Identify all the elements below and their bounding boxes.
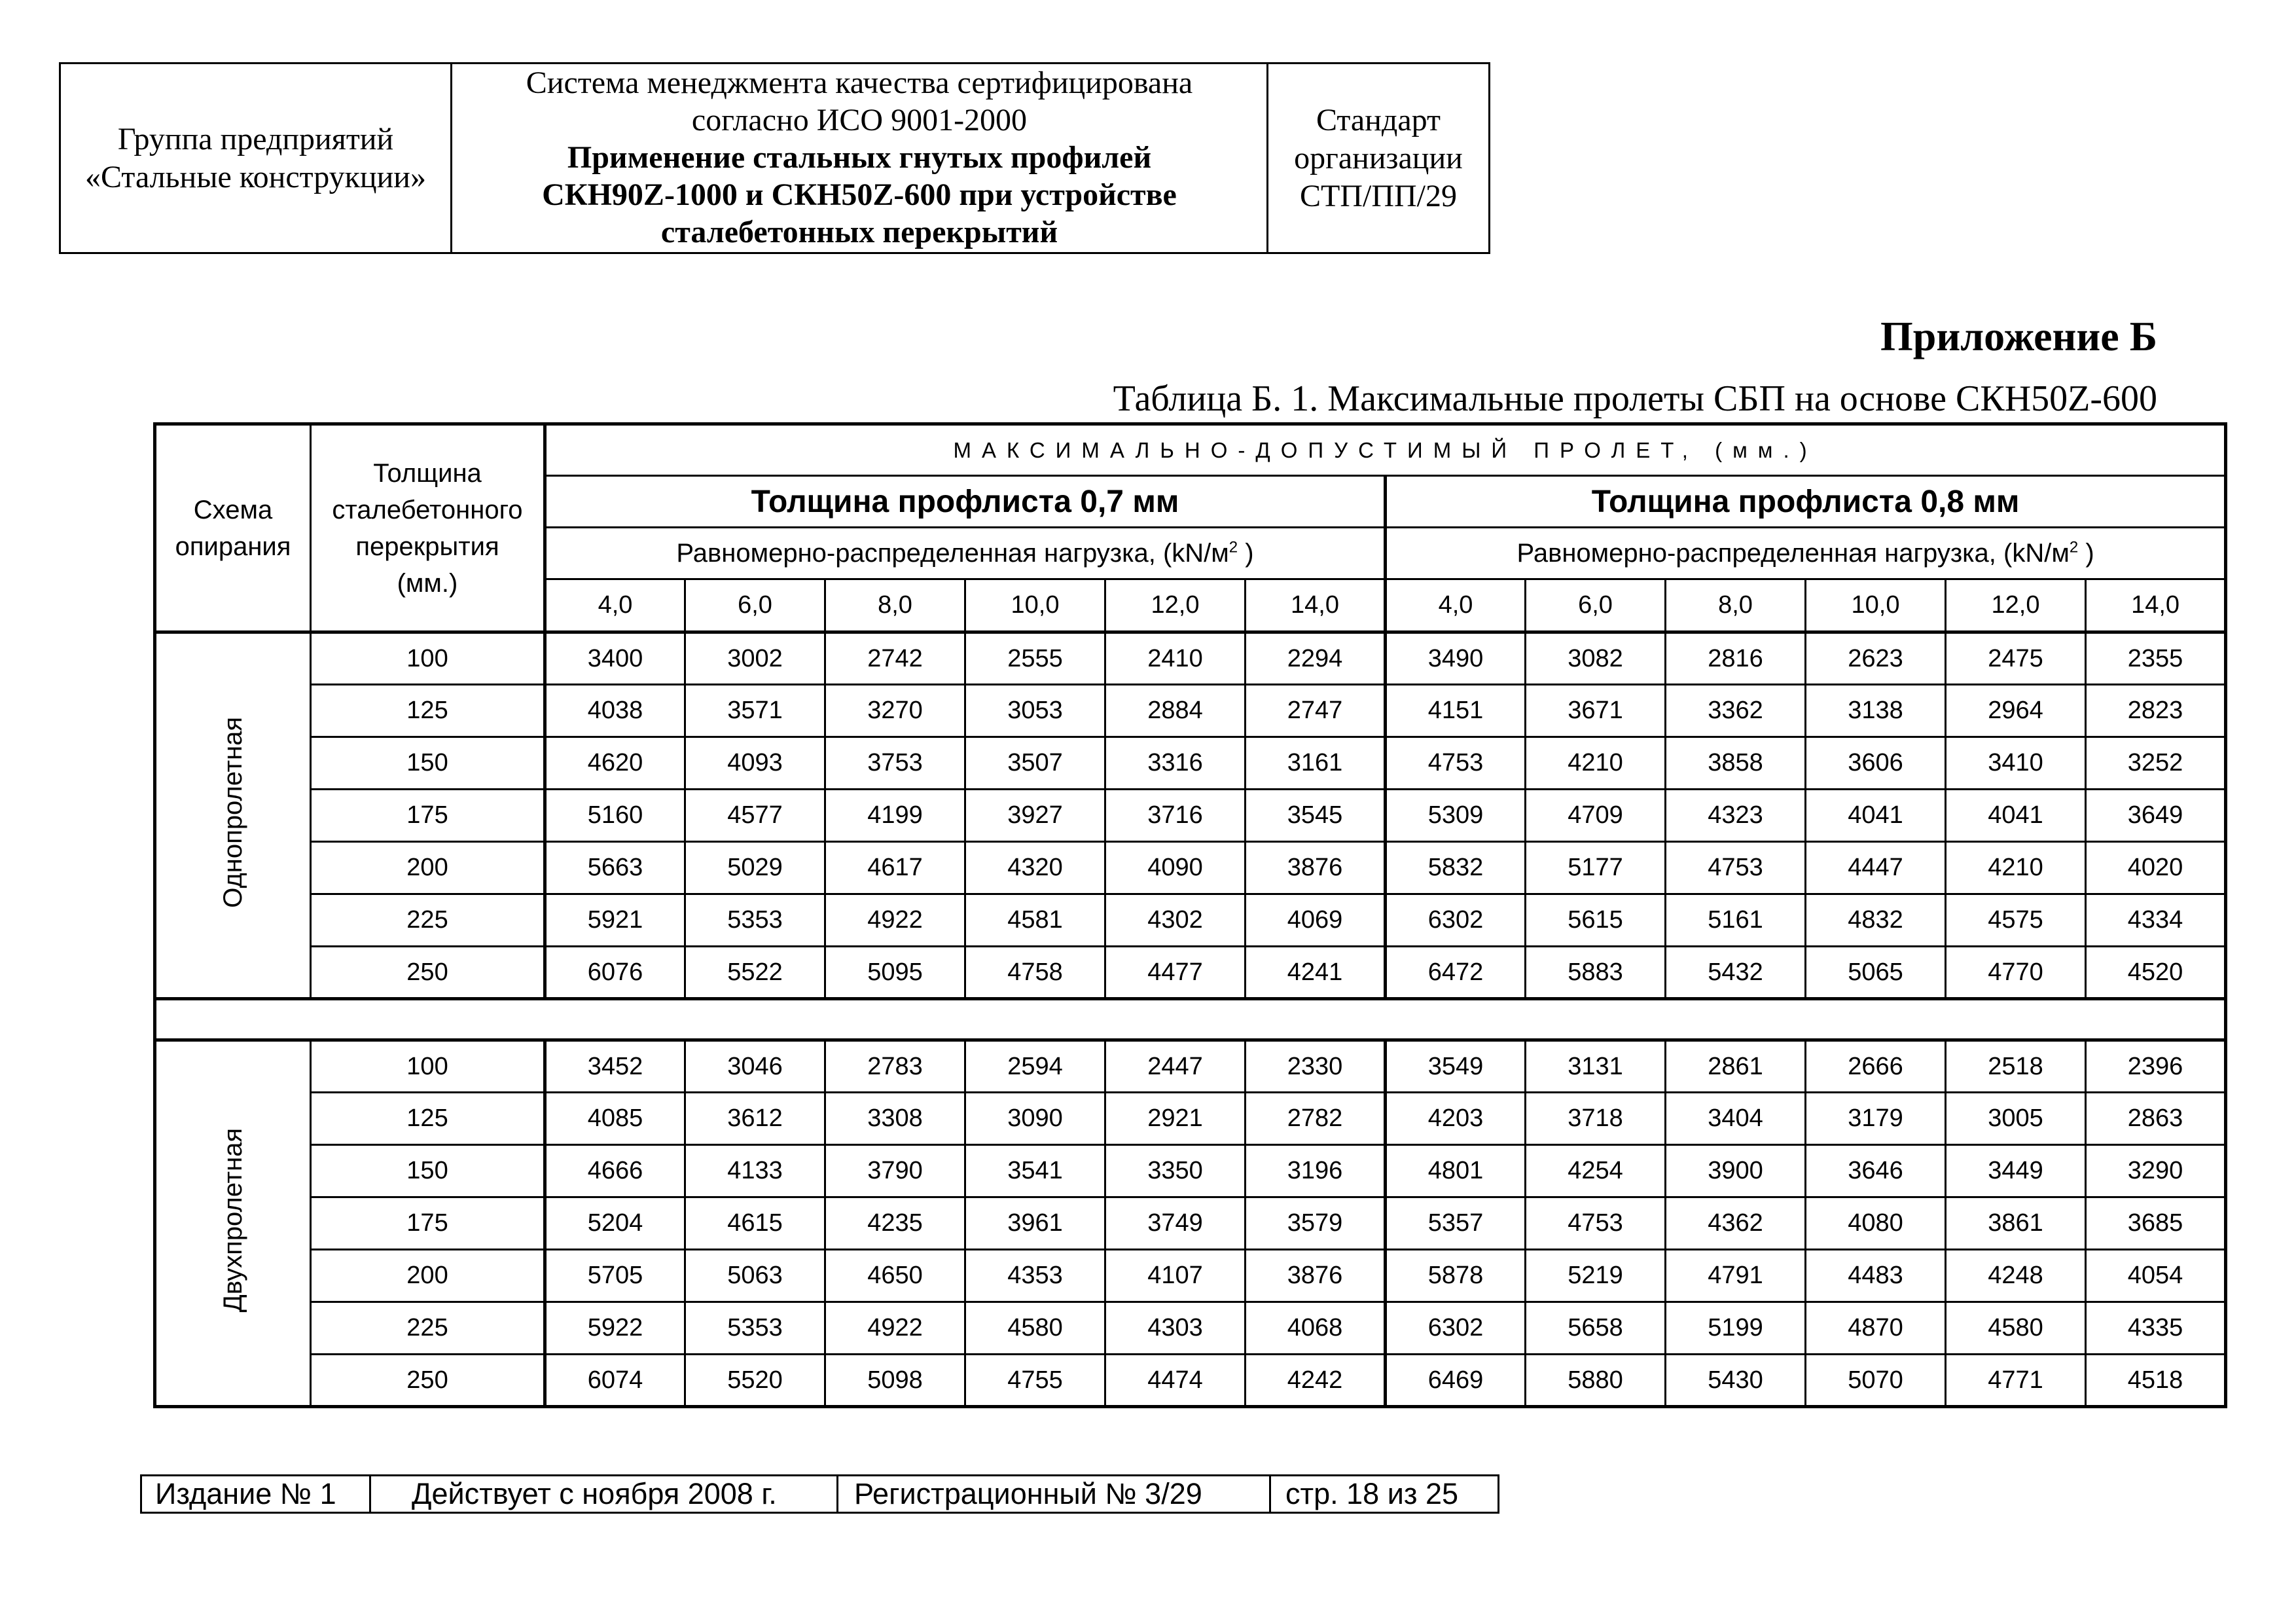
max-span-value: 2884 bbox=[1105, 685, 1246, 737]
max-span-value: 3138 bbox=[1806, 685, 1946, 737]
group-separator-cell bbox=[155, 999, 2226, 1040]
table-header-row bbox=[155, 424, 2226, 476]
slab-thickness-cell: 250 bbox=[311, 1355, 545, 1407]
column-header-line: перекрытия bbox=[355, 532, 499, 561]
max-span-value: 2782 bbox=[1246, 1093, 1386, 1145]
load-value-header: 8,0 bbox=[1666, 579, 1806, 632]
max-span-value: 2666 bbox=[1806, 1040, 1946, 1093]
max-span-value: 5705 bbox=[545, 1250, 685, 1302]
max-span-value: 3545 bbox=[1246, 790, 1386, 842]
max-span-value: 3362 bbox=[1666, 685, 1806, 737]
max-span-value: 4620 bbox=[545, 737, 685, 790]
max-span-header: МАКСИМАЛЬНО-ДОПУСТИМЫЙ ПРОЛЕТ, (мм.) bbox=[545, 424, 2226, 476]
max-span-value: 3876 bbox=[1246, 1250, 1386, 1302]
max-span-value: 5070 bbox=[1806, 1355, 1946, 1407]
max-span-value: 3646 bbox=[1806, 1145, 1946, 1197]
max-span-value: 5432 bbox=[1666, 947, 1806, 999]
document-title-line: СКН90Z-1000 и СКН50Z-600 при устройстве bbox=[542, 177, 1177, 212]
header-title-cell bbox=[452, 64, 1268, 252]
slab-thickness-cell: 200 bbox=[311, 842, 545, 894]
load-value-header: 6,0 bbox=[1526, 579, 1666, 632]
max-span-value: 5063 bbox=[685, 1250, 825, 1302]
max-span-value: 2355 bbox=[2086, 632, 2226, 685]
table-row bbox=[155, 1145, 2226, 1197]
slab-thickness-cell: 100 bbox=[311, 1040, 545, 1093]
max-span-value: 4362 bbox=[1666, 1197, 1806, 1250]
organization-line: Группа предприятий bbox=[117, 121, 394, 156]
table-row bbox=[155, 790, 2226, 842]
max-span-value: 3790 bbox=[825, 1145, 965, 1197]
max-span-value: 2518 bbox=[1946, 1040, 2086, 1093]
slab-thickness-cell: 125 bbox=[311, 685, 545, 737]
max-span-value: 5098 bbox=[825, 1355, 965, 1407]
table-row bbox=[155, 1302, 2226, 1355]
max-span-value: 3579 bbox=[1246, 1197, 1386, 1250]
max-span-value: 3876 bbox=[1246, 842, 1386, 894]
max-span-value: 4303 bbox=[1105, 1302, 1246, 1355]
max-span-value: 6469 bbox=[1386, 1355, 1526, 1407]
column-header-line: опирания bbox=[175, 532, 291, 561]
max-span-value: 5095 bbox=[825, 947, 965, 999]
load-value-header: 10,0 bbox=[965, 579, 1105, 632]
standard-line: СТП/ПП/29 bbox=[1300, 178, 1457, 213]
certification-line: Система менеджмента качества сертифицирована bbox=[526, 65, 1193, 100]
max-span-value: 4210 bbox=[1526, 737, 1666, 790]
max-span-value: 5663 bbox=[545, 842, 685, 894]
max-span-value: 4235 bbox=[825, 1197, 965, 1250]
table-caption: Таблица Б. 1. Максимальные пролеты СБП на основе СКН50Z-600 bbox=[1113, 378, 2157, 419]
max-span-value: 2816 bbox=[1666, 632, 1806, 685]
edition-cell: Издание № 1 bbox=[142, 1476, 371, 1512]
max-span-value: 4474 bbox=[1105, 1355, 1246, 1407]
max-span-value: 5357 bbox=[1386, 1197, 1526, 1250]
max-span-value: 3716 bbox=[1105, 790, 1246, 842]
max-span-value: 6076 bbox=[545, 947, 685, 999]
max-span-value: 4650 bbox=[825, 1250, 965, 1302]
max-span-value: 4090 bbox=[1105, 842, 1246, 894]
table-row bbox=[155, 1040, 2226, 1093]
column-header-support-scheme bbox=[155, 424, 311, 632]
max-span-value: 4615 bbox=[685, 1197, 825, 1250]
max-span-value: 4518 bbox=[2086, 1355, 2226, 1407]
max-span-value: 3541 bbox=[965, 1145, 1105, 1197]
group-separator-row bbox=[155, 999, 2226, 1040]
load-value-header: 10,0 bbox=[1806, 579, 1946, 632]
max-span-value: 3612 bbox=[685, 1093, 825, 1145]
max-span-value: 4801 bbox=[1386, 1145, 1526, 1197]
max-span-value: 4133 bbox=[685, 1145, 825, 1197]
max-span-value: 4203 bbox=[1386, 1093, 1526, 1145]
header-standard-cell bbox=[1268, 64, 1488, 252]
max-span-value: 2294 bbox=[1246, 632, 1386, 685]
max-span-value: 2330 bbox=[1246, 1040, 1386, 1093]
table-body bbox=[155, 632, 2226, 1407]
max-span-value: 5219 bbox=[1526, 1250, 1666, 1302]
load-unit-power: 2 bbox=[2069, 538, 2079, 556]
max-span-value: 4753 bbox=[1666, 842, 1806, 894]
standard-line: Стандарт bbox=[1316, 102, 1441, 137]
max-span-value: 2447 bbox=[1105, 1040, 1246, 1093]
max-span-value: 3350 bbox=[1105, 1145, 1246, 1197]
max-span-value: 3400 bbox=[545, 632, 685, 685]
slab-thickness-cell: 175 bbox=[311, 790, 545, 842]
table-row bbox=[155, 737, 2226, 790]
column-header-line: (мм.) bbox=[397, 568, 458, 598]
max-span-value: 4302 bbox=[1105, 894, 1246, 947]
load-value-header: 12,0 bbox=[1946, 579, 2086, 632]
table-row bbox=[155, 632, 2226, 685]
column-header-slab-thickness bbox=[311, 424, 545, 632]
document-footer bbox=[140, 1474, 1499, 1514]
max-span-value: 3090 bbox=[965, 1093, 1105, 1145]
max-span-value: 5029 bbox=[685, 842, 825, 894]
max-span-value: 4477 bbox=[1105, 947, 1246, 999]
max-span-value: 2555 bbox=[965, 632, 1105, 685]
support-scheme-label: Двухпролетная bbox=[219, 1127, 247, 1313]
max-span-value: 4054 bbox=[2086, 1250, 2226, 1302]
slab-thickness-cell: 150 bbox=[311, 1145, 545, 1197]
max-span-value: 3449 bbox=[1946, 1145, 2086, 1197]
support-scheme-label: Однопролетная bbox=[219, 716, 247, 908]
max-span-value: 3927 bbox=[965, 790, 1105, 842]
max-span-value: 4107 bbox=[1105, 1250, 1246, 1302]
table-row bbox=[155, 1197, 2226, 1250]
max-span-value: 4068 bbox=[1246, 1302, 1386, 1355]
max-span-value: 4771 bbox=[1946, 1355, 2086, 1407]
max-span-value: 3316 bbox=[1105, 737, 1246, 790]
max-span-value: 4791 bbox=[1666, 1250, 1806, 1302]
document-header-box bbox=[59, 62, 1490, 254]
max-span-value: 4334 bbox=[2086, 894, 2226, 947]
column-header-line: Схема bbox=[193, 495, 273, 524]
max-span-value: 3131 bbox=[1526, 1040, 1666, 1093]
max-span-value: 5309 bbox=[1386, 790, 1526, 842]
load-value-header: 14,0 bbox=[1246, 579, 1386, 632]
max-span-value: 3490 bbox=[1386, 632, 1526, 685]
max-span-value: 2863 bbox=[2086, 1093, 2226, 1145]
column-header-line: сталебетонного bbox=[332, 495, 523, 524]
max-span-value: 3649 bbox=[2086, 790, 2226, 842]
max-span-table bbox=[153, 422, 2227, 1408]
max-span-value: 4617 bbox=[825, 842, 965, 894]
load-value-header: 6,0 bbox=[685, 579, 825, 632]
max-span-value: 4020 bbox=[2086, 842, 2226, 894]
max-span-value: 4922 bbox=[825, 894, 965, 947]
max-span-value: 4709 bbox=[1526, 790, 1666, 842]
max-span-value: 2396 bbox=[2086, 1040, 2226, 1093]
max-span-value: 6074 bbox=[545, 1355, 685, 1407]
max-span-value: 4085 bbox=[545, 1093, 685, 1145]
max-span-value: 4199 bbox=[825, 790, 965, 842]
slab-thickness-cell: 225 bbox=[311, 894, 545, 947]
max-span-value: 4580 bbox=[1946, 1302, 2086, 1355]
max-span-value: 5832 bbox=[1386, 842, 1526, 894]
max-span-value: 3671 bbox=[1526, 685, 1666, 737]
support-scheme-cell bbox=[155, 632, 311, 999]
max-span-value: 5883 bbox=[1526, 947, 1666, 999]
max-span-value: 5921 bbox=[545, 894, 685, 947]
table-row bbox=[155, 947, 2226, 999]
max-span-value: 3046 bbox=[685, 1040, 825, 1093]
table-row bbox=[155, 894, 2226, 947]
max-span-value: 3270 bbox=[825, 685, 965, 737]
max-span-value: 3308 bbox=[825, 1093, 965, 1145]
max-span-value: 3290 bbox=[2086, 1145, 2226, 1197]
page-number-cell: стр. 18 из 25 bbox=[1285, 1477, 1459, 1510]
slab-thickness-cell: 100 bbox=[311, 632, 545, 685]
organization-line: «Стальные конструкции» bbox=[85, 159, 426, 194]
slab-thickness-cell: 150 bbox=[311, 737, 545, 790]
document-title-line: сталебетонных перекрытий bbox=[660, 215, 1058, 249]
max-span-value: 2742 bbox=[825, 632, 965, 685]
load-unit-power: 2 bbox=[1229, 538, 1238, 556]
load-label-end: ) bbox=[1238, 538, 1254, 568]
max-span-value: 4151 bbox=[1386, 685, 1526, 737]
max-span-value: 4323 bbox=[1666, 790, 1806, 842]
max-span-value: 4575 bbox=[1946, 894, 2086, 947]
max-span-value: 5177 bbox=[1526, 842, 1666, 894]
max-span-value: 5160 bbox=[545, 790, 685, 842]
max-span-value: 6472 bbox=[1386, 947, 1526, 999]
max-span-value: 3549 bbox=[1386, 1040, 1526, 1093]
max-span-value: 3685 bbox=[2086, 1197, 2226, 1250]
max-span-value: 4335 bbox=[2086, 1302, 2226, 1355]
max-span-value: 4483 bbox=[1806, 1250, 1946, 1302]
max-span-value: 5199 bbox=[1666, 1302, 1806, 1355]
load-value-header: 14,0 bbox=[2086, 579, 2226, 632]
column-header-line: Толщина bbox=[373, 458, 482, 488]
max-span-value: 6302 bbox=[1386, 1302, 1526, 1355]
max-span-value: 4041 bbox=[1806, 790, 1946, 842]
max-span-value: 4755 bbox=[965, 1355, 1105, 1407]
header-organization-cell bbox=[61, 64, 452, 252]
max-span-value: 5430 bbox=[1666, 1355, 1806, 1407]
max-span-value: 3718 bbox=[1526, 1093, 1666, 1145]
effective-date-cell: Действует с ноября 2008 г. bbox=[371, 1476, 838, 1512]
table-row bbox=[155, 685, 2226, 737]
table-row bbox=[155, 842, 2226, 894]
max-span-value: 3753 bbox=[825, 737, 965, 790]
slab-thickness-cell: 250 bbox=[311, 947, 545, 999]
max-span-value: 4832 bbox=[1806, 894, 1946, 947]
max-span-value: 2410 bbox=[1105, 632, 1246, 685]
max-span-value: 5161 bbox=[1666, 894, 1806, 947]
max-span-value: 3900 bbox=[1666, 1145, 1806, 1197]
slab-thickness-cell: 225 bbox=[311, 1302, 545, 1355]
load-header-0-8 bbox=[1386, 528, 2226, 579]
max-span-value: 2861 bbox=[1666, 1040, 1806, 1093]
max-span-value: 4581 bbox=[965, 894, 1105, 947]
max-span-value: 2747 bbox=[1246, 685, 1386, 737]
load-value-header: 8,0 bbox=[825, 579, 965, 632]
max-span-value: 4870 bbox=[1806, 1302, 1946, 1355]
max-span-value: 4753 bbox=[1386, 737, 1526, 790]
max-span-value: 3196 bbox=[1246, 1145, 1386, 1197]
appendix-title: Приложение Б bbox=[1880, 313, 2157, 359]
table-row bbox=[155, 1093, 2226, 1145]
load-value-header: 4,0 bbox=[545, 579, 685, 632]
load-label: Равномерно-распределенная нагрузка, (kN/м bbox=[676, 538, 1229, 568]
load-value-header: 12,0 bbox=[1105, 579, 1246, 632]
max-span-value: 4770 bbox=[1946, 947, 2086, 999]
certification-line: согласно ИСО 9001-2000 bbox=[691, 103, 1028, 137]
max-span-value: 5615 bbox=[1526, 894, 1666, 947]
max-span-value: 5522 bbox=[685, 947, 825, 999]
max-span-value: 5065 bbox=[1806, 947, 1946, 999]
table-header bbox=[155, 424, 2226, 632]
max-span-value: 4666 bbox=[545, 1145, 685, 1197]
max-span-value: 4447 bbox=[1806, 842, 1946, 894]
max-span-value: 4242 bbox=[1246, 1355, 1386, 1407]
max-span-value: 6302 bbox=[1386, 894, 1526, 947]
support-scheme-cell bbox=[155, 1040, 311, 1407]
max-span-value: 5353 bbox=[685, 1302, 825, 1355]
max-span-value: 4241 bbox=[1246, 947, 1386, 999]
load-label-end: ) bbox=[2078, 538, 2094, 568]
max-span-value: 5658 bbox=[1526, 1302, 1666, 1355]
max-span-value: 2783 bbox=[825, 1040, 965, 1093]
max-span-value: 5353 bbox=[685, 894, 825, 947]
load-value-header: 4,0 bbox=[1386, 579, 1526, 632]
max-span-value: 4069 bbox=[1246, 894, 1386, 947]
max-span-value: 3404 bbox=[1666, 1093, 1806, 1145]
max-span-value: 3161 bbox=[1246, 737, 1386, 790]
max-span-value: 4320 bbox=[965, 842, 1105, 894]
standard-line: организации bbox=[1294, 140, 1463, 175]
max-span-value: 4758 bbox=[965, 947, 1105, 999]
document-title-line: Применение стальных гнутых профилей bbox=[567, 140, 1152, 175]
max-span-value: 5880 bbox=[1526, 1355, 1666, 1407]
profile-thickness-header-0-8: Толщина профлиста 0,8 мм bbox=[1386, 476, 2226, 528]
max-span-value: 5922 bbox=[545, 1302, 685, 1355]
load-header-0-7 bbox=[545, 528, 1386, 579]
max-span-value: 2475 bbox=[1946, 632, 2086, 685]
max-span-value: 3606 bbox=[1806, 737, 1946, 790]
max-span-value: 4922 bbox=[825, 1302, 965, 1355]
max-span-value: 3082 bbox=[1526, 632, 1666, 685]
max-span-value: 4254 bbox=[1526, 1145, 1666, 1197]
load-label: Равномерно-распределенная нагрузка, (kN/м bbox=[1516, 538, 2070, 568]
max-span-value: 4580 bbox=[965, 1302, 1105, 1355]
max-span-value: 5204 bbox=[545, 1197, 685, 1250]
table-row bbox=[155, 1355, 2226, 1407]
max-span-value: 3507 bbox=[965, 737, 1105, 790]
max-span-value: 3961 bbox=[965, 1197, 1105, 1250]
profile-thickness-header-0-7: Толщина профлиста 0,7 мм bbox=[545, 476, 1386, 528]
max-span-value: 2823 bbox=[2086, 685, 2226, 737]
max-span-value: 4520 bbox=[2086, 947, 2226, 999]
max-span-value: 3571 bbox=[685, 685, 825, 737]
max-span-value: 4038 bbox=[545, 685, 685, 737]
max-span-value: 3410 bbox=[1946, 737, 2086, 790]
max-span-value: 2623 bbox=[1806, 632, 1946, 685]
max-span-value: 2594 bbox=[965, 1040, 1105, 1093]
max-span-value: 3002 bbox=[685, 632, 825, 685]
max-span-value: 3179 bbox=[1806, 1093, 1946, 1145]
max-span-value: 4041 bbox=[1946, 790, 2086, 842]
max-span-value: 3858 bbox=[1666, 737, 1806, 790]
max-span-value: 5520 bbox=[685, 1355, 825, 1407]
max-span-value: 3005 bbox=[1946, 1093, 2086, 1145]
registration-cell: Регистрационный № 3/29 bbox=[838, 1476, 1271, 1512]
max-span-value: 5878 bbox=[1386, 1250, 1526, 1302]
max-span-value: 4210 bbox=[1946, 842, 2086, 894]
max-span-value: 4080 bbox=[1806, 1197, 1946, 1250]
max-span-value: 3452 bbox=[545, 1040, 685, 1093]
max-span-value: 4753 bbox=[1526, 1197, 1666, 1250]
slab-thickness-cell: 175 bbox=[311, 1197, 545, 1250]
max-span-value: 4577 bbox=[685, 790, 825, 842]
max-span-value: 3861 bbox=[1946, 1197, 2086, 1250]
max-span-value: 2964 bbox=[1946, 685, 2086, 737]
max-span-value: 4353 bbox=[965, 1250, 1105, 1302]
max-span-value: 2921 bbox=[1105, 1093, 1246, 1145]
max-span-value: 4248 bbox=[1946, 1250, 2086, 1302]
table-row bbox=[155, 1250, 2226, 1302]
max-span-value: 4093 bbox=[685, 737, 825, 790]
max-span-value: 3252 bbox=[2086, 737, 2226, 790]
slab-thickness-cell: 125 bbox=[311, 1093, 545, 1145]
slab-thickness-cell: 200 bbox=[311, 1250, 545, 1302]
max-span-value: 3053 bbox=[965, 685, 1105, 737]
max-span-value: 3749 bbox=[1105, 1197, 1246, 1250]
